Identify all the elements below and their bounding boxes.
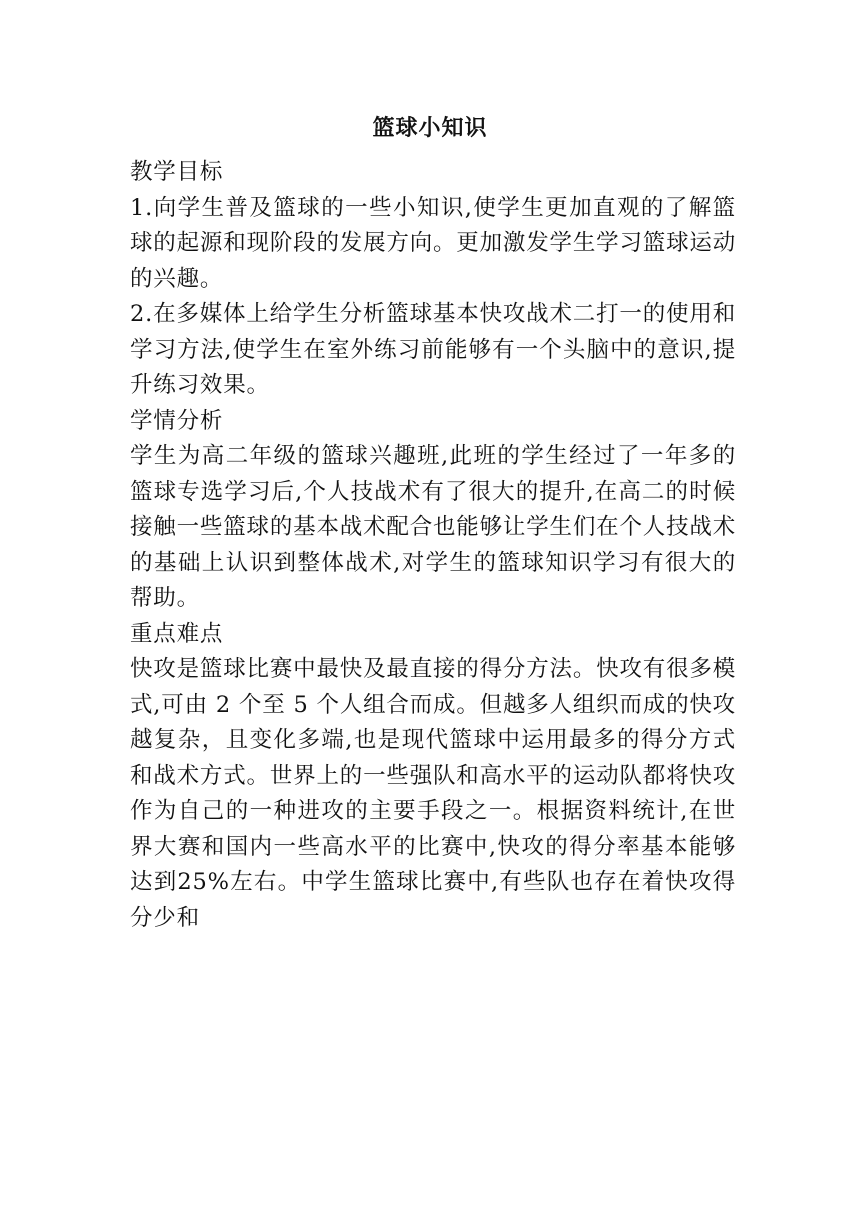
section-heading-analysis: 学情分析 bbox=[130, 407, 224, 434]
section-heading-goals: 教学目标 bbox=[130, 159, 224, 185]
paragraph-goal-2: 2.在多媒体上给学生分析篮球基本快攻战术二打一的使用和学习方法,使学生在室外练习前能够有一个头脑中的意识,提升练习效果。 bbox=[130, 301, 736, 398]
paragraph-key-points: 快攻是篮球比赛中最快及最直接的得分方法。快攻有很多模式,可由 2 个至 5 个人组合而成。但越多人组织而成的快攻越复杂，且变化多端,也是现代篮球中运用最多的得分方式和战术方式。世界上的一些强队和高水平的运动队都将快攻作为自己的一种进攻的主要手段之一。根据资料统计,在世界大赛和国内一些高水平的比赛中,快攻的得分率基本能够达到25%左右。中学生篮球比赛中,有些队也存在着快攻得分少和 bbox=[130, 656, 736, 931]
document-body bbox=[130, 155, 736, 936]
paragraph-analysis: 学生为高二年级的篮球兴趣班,此班的学生经过了一年多的篮球专选学习后,个人技战术有了很大的提升,在高二的时候接触一些篮球的基本战术配合也能够让学生们在个人技战术的基础上认识到整体战术,对学生的篮球知识学习有很大的帮助。 bbox=[130, 443, 736, 611]
section-heading-key-points: 重点难点 bbox=[130, 620, 224, 647]
paragraph-goal-1: 1.向学生普及篮球的一些小知识,使学生更加直观的了解篮球的起源和现阶段的发展方向。更加激发学生学习篮球运动的兴趣。 bbox=[130, 194, 736, 292]
document-title: 篮球小知识 bbox=[372, 115, 488, 141]
